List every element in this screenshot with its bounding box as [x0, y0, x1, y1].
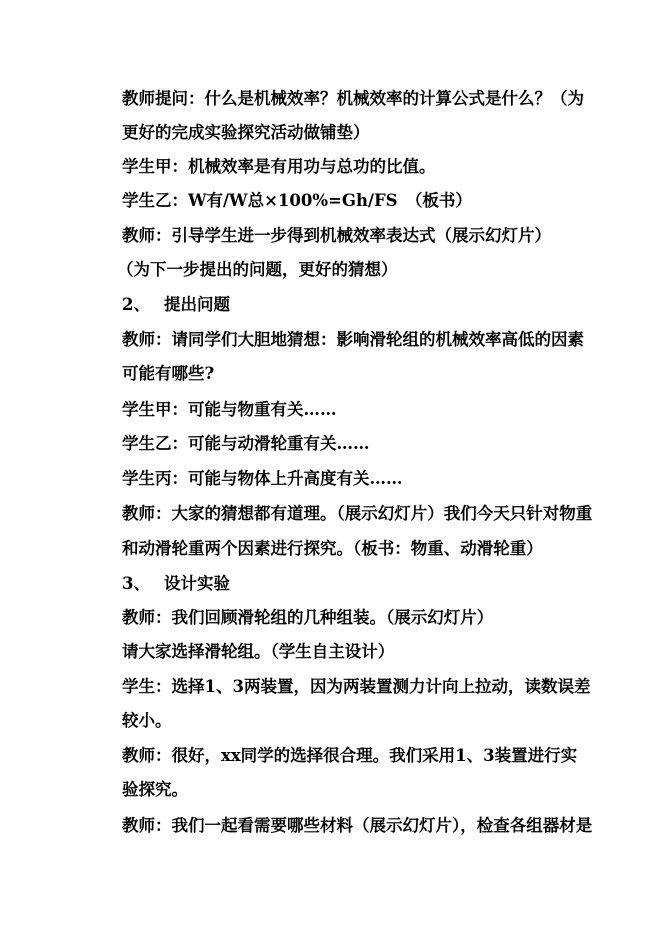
text-line: 验探究。 — [122, 780, 188, 799]
text-line: 教师：大家的猜想都有道理。（展示幻灯片）我们今天只针对物重 — [122, 504, 593, 523]
text-line: 学生：选择1、3两装置，因为两装置测力计向上拉动，读数误差 — [122, 677, 591, 696]
text-line: 更好的完成实验探究活动做铺垫） — [122, 123, 370, 142]
text-line: 较小。 — [122, 711, 172, 730]
text-line: 教师：我们回顾滑轮组的几种组装。（展示幻灯片） — [122, 608, 494, 627]
text-line: 学生乙：可能与动滑轮重有关…… — [122, 434, 370, 453]
text-line: 和动滑轮重两个因素进行探究。（板书：物重、动滑轮重） — [122, 539, 543, 558]
text-line: 可能有哪些? — [122, 364, 215, 383]
text-line: 教师提问：什么是机械效率？机械效率的计算公式是什么？（为 — [122, 89, 584, 108]
text-line: 学生丙：可能与物体上升高度有关…… — [122, 469, 403, 488]
text-line: 教师：我们一起看需要哪些材料（展示幻灯片），检查各组器材是 — [122, 816, 593, 835]
section-heading: 2、 提出问题 — [122, 295, 230, 314]
text-line: 学生甲：机械效率是有用功与总功的比值。 — [122, 157, 436, 176]
text-line: 请大家选择滑轮组。（学生自主设计） — [122, 642, 395, 661]
text-line: 教师：引导学生进一步得到机械效率表达式（展示幻灯片） — [122, 226, 551, 245]
text-line: 学生甲：可能与物重有关…… — [122, 400, 337, 419]
section-heading: 3、 设计实验 — [122, 574, 230, 593]
text-line: 学生乙：W有/W总×100%=Gh/FS （板书） — [122, 191, 472, 210]
text-line: （为下一步提出的问题，更好的猜想） — [117, 260, 398, 279]
text-line: 教师：很好，xx同学的选择很合理。我们采用1、3装置进行实 — [122, 746, 578, 765]
text-line: 教师：请同学们大胆地猜想：影响滑轮组的机械效率高低的因素 — [122, 330, 584, 349]
